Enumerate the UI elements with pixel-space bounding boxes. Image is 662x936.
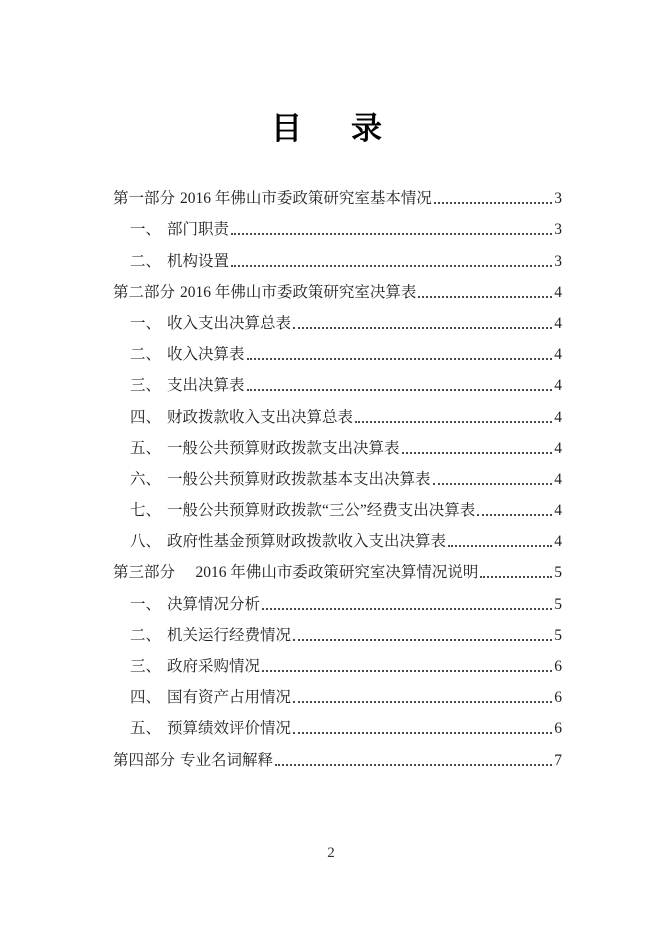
dot-leader xyxy=(434,202,552,204)
toc-entry-title: 2016 年佛山市委政策研究室决算表 xyxy=(180,283,417,301)
toc-entry-number: 五、 xyxy=(130,439,162,457)
toc-entry[interactable] xyxy=(113,551,562,582)
toc-entry-page: 5 xyxy=(554,626,562,644)
toc-entry-title: 2016 年佛山市委政策研究室决算情况说明 xyxy=(180,564,479,582)
toc-entry-number: 二、 xyxy=(130,346,162,364)
dot-leader xyxy=(247,358,553,360)
toc-entry-title: 部门职责 xyxy=(167,221,230,239)
toc-entry[interactable] xyxy=(113,302,562,333)
toc-entry-number: 第三部分 xyxy=(113,564,176,582)
dot-leader xyxy=(293,327,552,329)
footer-page-number: 2 xyxy=(327,845,335,861)
toc-entry-page: 7 xyxy=(554,751,562,769)
toc-entry-title: 机关运行经费情况 xyxy=(167,626,292,644)
toc-entry-title: 机构设置 xyxy=(167,252,230,270)
toc-entry-number: 八、 xyxy=(130,533,162,551)
toc-entry-title: 支出决算表 xyxy=(167,377,245,395)
toc-entry[interactable] xyxy=(113,582,562,613)
dot-leader xyxy=(402,452,553,454)
toc-entry[interactable] xyxy=(113,645,562,676)
dot-leader xyxy=(355,421,552,423)
dot-leader xyxy=(480,576,552,578)
toc-entry-number: 四、 xyxy=(130,408,162,426)
toc-entry[interactable] xyxy=(113,395,562,426)
toc-entry[interactable] xyxy=(113,271,562,302)
dot-leader xyxy=(293,701,552,703)
toc-entry-number: 第二部分 xyxy=(113,283,176,301)
toc-entry-number: 七、 xyxy=(130,502,162,520)
toc-entry-title: 一般公共预算财政拨款支出决算表 xyxy=(167,439,400,457)
toc-entry-number: 三、 xyxy=(130,658,162,675)
toc-entry-page: 4 xyxy=(554,470,562,488)
toc-entry-page: 4 xyxy=(554,533,562,551)
toc-entry-title: 决算情况分析 xyxy=(167,595,261,613)
toc-entry-number: 五、 xyxy=(130,720,162,738)
toc-entry[interactable] xyxy=(113,676,562,707)
toc-entry-title: 收入决算表 xyxy=(167,346,245,364)
toc-entry-title: 2016 年佛山市委政策研究室基本情况 xyxy=(180,190,432,208)
toc-entry-title: 一般公共预算财政拨款基本支出决算表 xyxy=(167,470,431,488)
toc-entry-page: 4 xyxy=(554,314,562,332)
toc-entry-title: 专业名词解释 xyxy=(180,751,274,769)
dot-leader xyxy=(293,732,552,734)
toc-entry-page: 3 xyxy=(554,190,562,208)
dot-leader xyxy=(293,639,552,641)
toc-entry[interactable] xyxy=(113,458,562,489)
toc-entry-number: 二、 xyxy=(130,252,162,270)
toc-entry-number: 一、 xyxy=(130,314,162,332)
toc-entry[interactable] xyxy=(113,364,562,395)
toc-entry-page: 4 xyxy=(554,346,562,364)
toc-entry[interactable] xyxy=(113,707,562,738)
dot-leader xyxy=(262,670,552,672)
toc-entry[interactable] xyxy=(113,239,562,270)
toc-entry-number: 第一部分 xyxy=(113,190,176,208)
toc-entry-page: 3 xyxy=(554,221,562,239)
toc-entry-page: 4 xyxy=(554,502,562,520)
toc-entry[interactable] xyxy=(113,520,562,551)
toc-list xyxy=(0,177,662,770)
toc-entry[interactable] xyxy=(113,208,562,239)
dot-leader xyxy=(477,514,552,516)
toc-entry[interactable] xyxy=(113,738,562,769)
toc-entry-title: 政府性基金预算财政拨款收入支出决算表 xyxy=(167,533,447,551)
toc-entry-number: 二、 xyxy=(130,626,162,644)
dot-leader xyxy=(448,545,552,547)
toc-entry-page: 4 xyxy=(554,283,562,301)
toc-entry[interactable] xyxy=(113,177,562,208)
toc-entry-page: 3 xyxy=(554,252,562,270)
toc-entry-page: 5 xyxy=(554,595,562,613)
toc-entry-number: 第四部分 xyxy=(113,751,176,769)
dot-leader xyxy=(262,608,552,610)
toc-entry-title: 收入支出决算总表 xyxy=(167,314,292,332)
toc-entry-page: 6 xyxy=(554,658,562,675)
dot-leader xyxy=(247,389,553,391)
toc-entry-title: 国有资产占用情况 xyxy=(167,689,292,707)
toc-entry-number: 六、 xyxy=(130,470,162,488)
toc-page-title: 目 录 xyxy=(271,111,391,146)
toc-entry[interactable] xyxy=(113,614,562,645)
toc-entry-page: 5 xyxy=(554,564,562,582)
toc-entry-page: 4 xyxy=(554,408,562,426)
toc-entry[interactable] xyxy=(113,427,562,458)
toc-entry[interactable] xyxy=(113,333,562,364)
toc-entry-title: 预算绩效评价情况 xyxy=(167,720,292,738)
toc-entry[interactable] xyxy=(113,489,562,520)
toc-entry-page: 4 xyxy=(554,439,562,457)
dot-leader xyxy=(231,233,552,235)
dot-leader xyxy=(433,483,553,485)
toc-entry-title: 政府采购情况 xyxy=(167,658,261,675)
toc-entry-number: 一、 xyxy=(130,595,162,613)
dot-leader xyxy=(231,265,552,267)
toc-entry-page: 4 xyxy=(554,377,562,395)
toc-entry-number: 三、 xyxy=(130,377,162,395)
toc-entry-number: 四、 xyxy=(130,689,162,707)
dot-leader xyxy=(418,296,552,298)
toc-entry-page: 6 xyxy=(554,720,562,738)
dot-leader xyxy=(275,764,552,766)
toc-entry-page: 6 xyxy=(554,689,562,707)
toc-entry-number: 一、 xyxy=(130,221,162,239)
toc-entry-title: 财政拨款收入支出决算总表 xyxy=(167,408,354,426)
toc-entry-title: 一般公共预算财政拨款“三公”经费支出决算表 xyxy=(167,502,476,520)
